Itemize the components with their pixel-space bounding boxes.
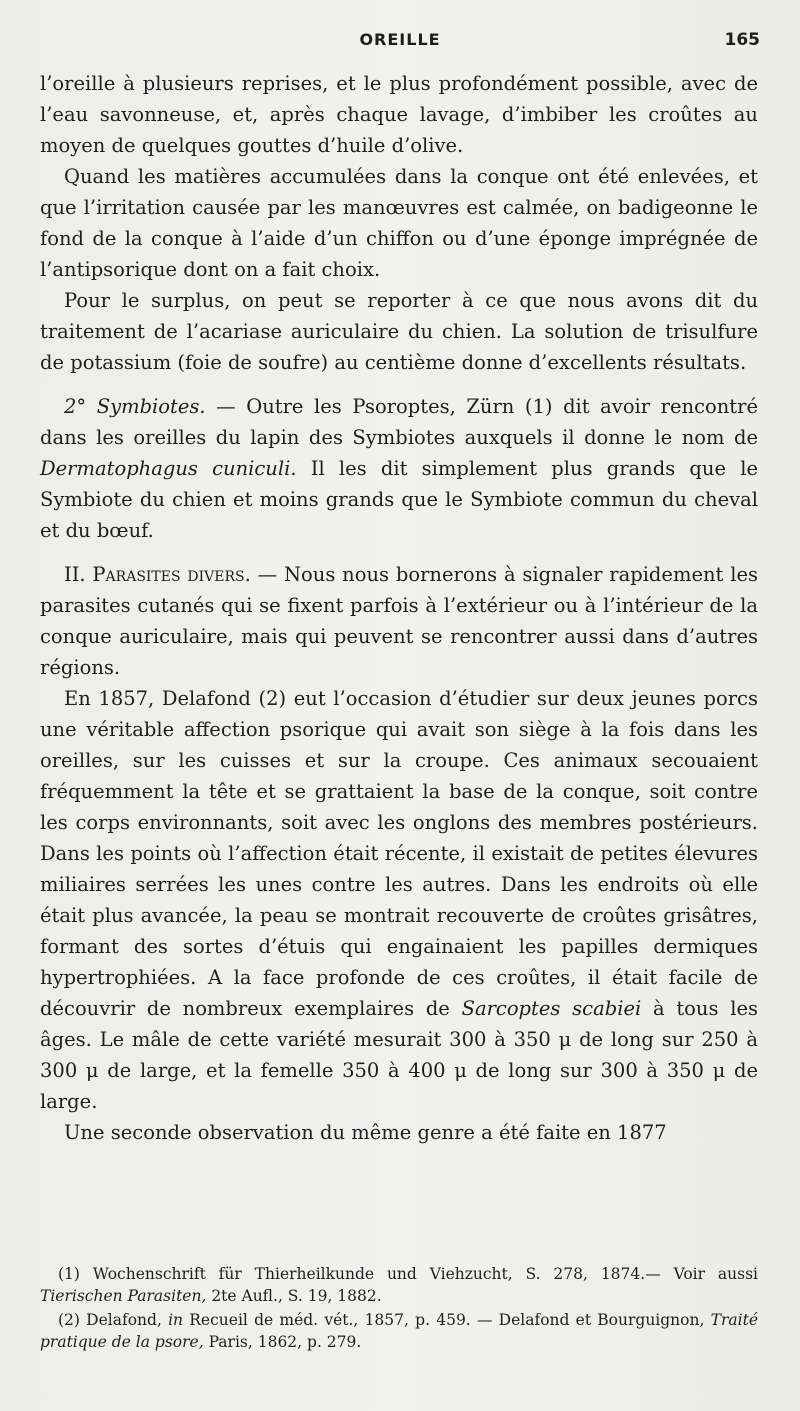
footnotes: [40, 1263, 758, 1355]
main-text: [40, 68, 758, 1148]
parasites-divers-heading: II. Parasites divers.: [64, 563, 251, 586]
species-dermatophagus: Dermatophagus cuniculi: [40, 457, 291, 480]
section-gap: [40, 378, 758, 391]
paragraph-symbiotes: [40, 391, 758, 546]
delafond-text-b: à tous les âges. Le mâle de cette variété mesurait 300 à 350 μ de long sur 250 à 300 μ de large, et la femelle 350 à 400 μ de long sur 300 à 350 μ de large.: [40, 997, 758, 1113]
footnote-2: [40, 1309, 758, 1353]
footnote-2-text-b: Recueil de méd. vét., 1857, p. 459. — Delafond et Bourguignon,: [183, 1311, 711, 1329]
paragraph-second-observation: Une seconde observation du même genre a été faite en 1877: [64, 1121, 667, 1144]
page-number: 165: [724, 30, 760, 50]
footnote-2-in: in: [168, 1311, 184, 1329]
paragraph-conque-cleaning: Quand les matières accumulées dans la conque ont été enlevées, et que l’irritation causée par les manœuvres est calmée, on badigeonne le fond de la conque à l’aide d’un chiffon ou d’une éponge imprégnée de l’antipsorique dont on a fait choix.: [40, 165, 758, 281]
page-title: OREILLE: [359, 30, 441, 49]
footnote-2-text-a: (2) Delafond,: [58, 1311, 169, 1329]
footnote-1-text-a: (1) Wochenschrift für Thierheilkunde und Viehzucht, S. 278, 1874.— Voir aussi: [58, 1265, 758, 1283]
footnote-2-title: Traité pratique de la psore,: [40, 1311, 758, 1351]
footnote-1: [40, 1263, 758, 1307]
footnote-1-text-b: 2te Aufl., S. 19, 1882.: [206, 1287, 382, 1305]
footnote-1-title: Tierischen Parasiten,: [40, 1287, 207, 1305]
symbiotes-heading: 2° Symbiotes.: [64, 395, 206, 418]
parasites-divers-text: — Nous nous bornerons à signaler rapidement les parasites cutanés qui se fixent parfois à l’extérieur ou à l’intérieur de la conque auriculaire, mais qui peuvent se rencontrer aussi dans d’autres régions.: [40, 563, 758, 679]
species-sarcoptes: Sarcoptes scabiei: [461, 997, 642, 1020]
section-gap: [40, 546, 758, 559]
paragraph-continuation: l’oreille à plusieurs reprises, et le plus profondément possible, avec de l’eau savonneuse, et, après chaque lavage, d’imbiber les croûtes au moyen de quelques gouttes d’huile d’olive.: [40, 72, 758, 157]
paragraph-parasites-divers: [40, 559, 758, 683]
running-head: [40, 30, 760, 62]
delafond-text-a: En 1857, Delafond (2) eut l’occasion d’étudier sur deux jeunes porcs une véritable affection psorique qui avait son siège à la fois dans les oreilles, sur les cuisses et sur la croupe. Ces animaux secouaient fréquemment la tête et se grattaient la base de la conque, soit contre les corps environnants, soit avec les onglons des membres postérieurs. Dans les points où l’affection était récente, il existait de petites élevures miliaires serrées les unes contre les autres. Dans les endroits où elle était plus avancée, la peau se montrait recouverte de croûtes grisâtres, formant des sortes d’étuis qui engainaient les papilles dermiques hypertrophiées. A la face profonde de ces croûtes, il était facile de découvrir de nombreux exemplaires de: [40, 687, 758, 1020]
footnote-2-text-c: Paris, 1862, p. 279.: [203, 1333, 362, 1351]
symbiotes-text-a: — Outre les Psoroptes, Zürn (1) dit avoir rencontré dans les oreilles du lapin des Symbiotes auxquels il donne le nom de: [40, 395, 759, 449]
paragraph-delafond-1857: [40, 683, 758, 1117]
symbiotes-text-b: . Il les dit simplement plus grands que le Symbiote du chien et moins grands que le Symbiote commun du cheval et du bœuf.: [40, 457, 758, 542]
paragraph-treatment: Pour le surplus, on peut se reporter à ce que nous avons dit du traitement de l’acariase auriculaire du chien. La solution de trisulfure de potassium (foie de soufre) au centième donne d’excellents résultats.: [40, 289, 758, 374]
